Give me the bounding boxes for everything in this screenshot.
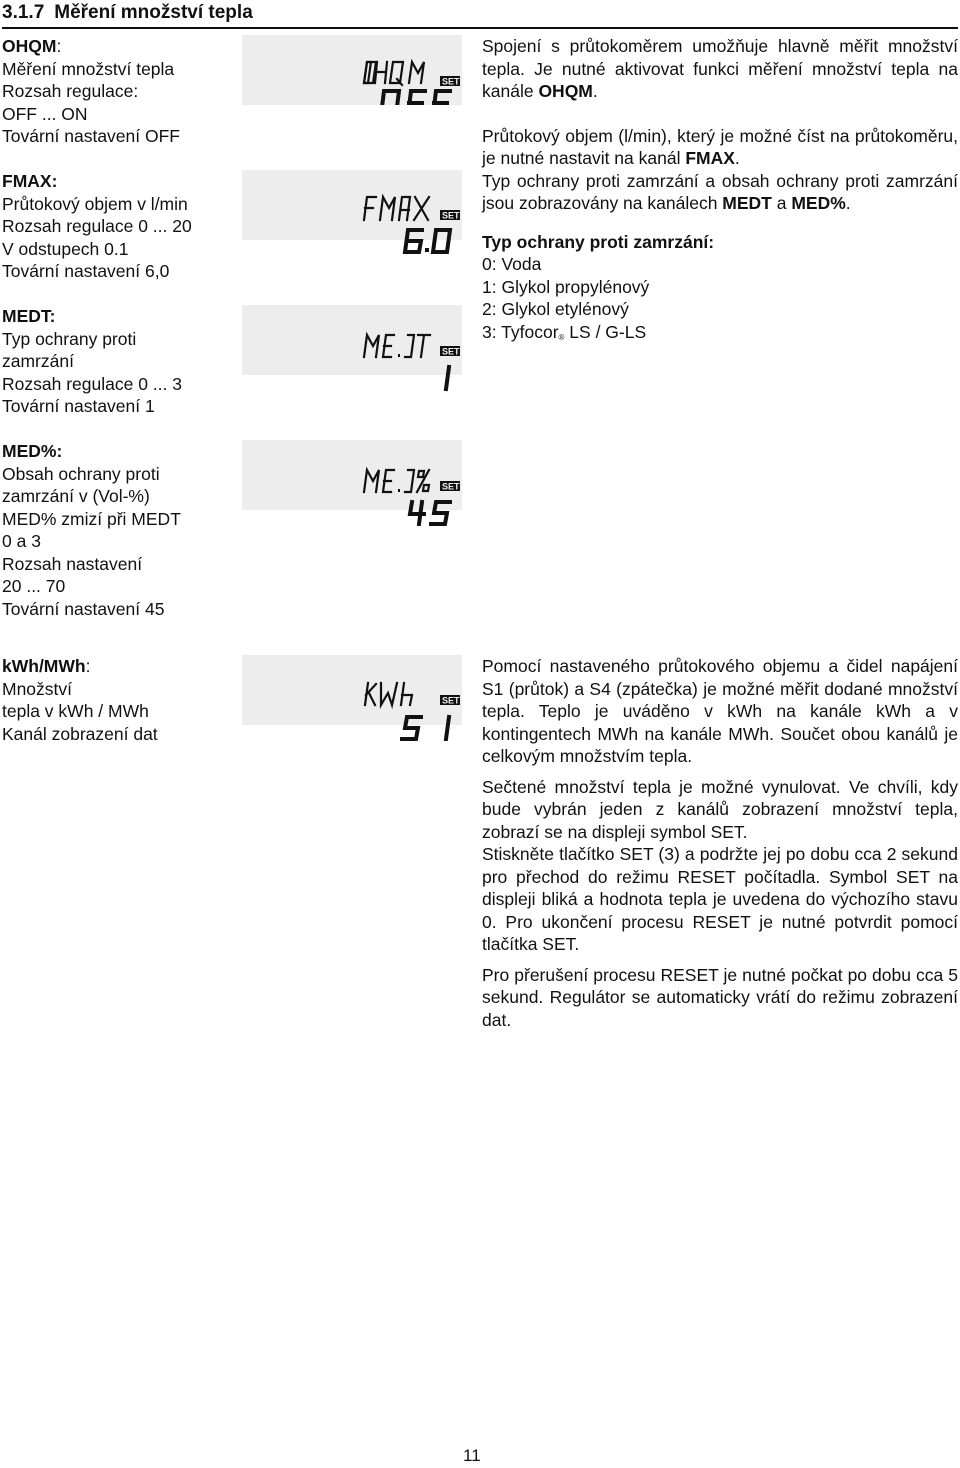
ohqm-line: Tovární nastavení OFF bbox=[2, 126, 180, 146]
fmax-desc-text: Průtokový objem (l/min), který je možné číst na průtokoměru, je nutné nastavit na kanál FMAX. bbox=[482, 125, 958, 168]
ohqm-description bbox=[482, 35, 958, 349]
medpct-params bbox=[2, 440, 232, 620]
page-number: 11 bbox=[463, 1446, 481, 1465]
medt-types bbox=[482, 231, 958, 350]
kwh-params bbox=[2, 655, 232, 745]
medpct-line: 20 ... 70 bbox=[2, 576, 66, 596]
kwh-line: tepla v kWh / MWh bbox=[2, 701, 149, 721]
lcd-display-kwh bbox=[242, 655, 462, 725]
ohqm-line: Měření množství tepla bbox=[2, 58, 175, 79]
medt-key: MEDT: bbox=[2, 306, 56, 326]
section-number: 3.1.7 bbox=[2, 2, 45, 23]
svg-text:SET: SET bbox=[442, 346, 460, 357]
lcd-set-icon bbox=[440, 695, 460, 706]
lcd-value-1 bbox=[446, 367, 449, 389]
lcd-set-icon bbox=[440, 481, 460, 492]
ohqm-desc-text: Spojení s průtokoměrem umožňuje hlavně měřit množství tepla. Je nutné aktivovat funkci měření množství tepla na kanále OHQM. bbox=[482, 36, 958, 101]
section-heading bbox=[2, 0, 958, 29]
medt-type-item: 1: Glykol propylénový bbox=[482, 276, 650, 297]
svg-text:SET: SET bbox=[442, 76, 460, 87]
lcd-set-icon bbox=[440, 76, 460, 87]
fmax-key: FMAX: bbox=[2, 171, 58, 191]
lcd-value-45 bbox=[410, 502, 450, 524]
lcd-set-icon bbox=[440, 346, 460, 357]
medt-params bbox=[2, 305, 232, 418]
ohqm-line: Rozsah regulace: bbox=[2, 81, 139, 101]
lcd-channel-medpct bbox=[364, 470, 429, 492]
kwh-paragraph: Stiskněte tlačítko SET (3) a podržte jej po dobu cca 2 sekund pro přechod do režimu RESET počítadla. Symbol SET na displeji bliká a hodnota tepla je uvedena do výchozího stavu 0. Pro ukončení procesu RESET je nutné potvrdit pomocí tlačítka SET. bbox=[482, 844, 958, 954]
lcd-set-icon bbox=[440, 210, 460, 221]
medpct-line: Obsah ochrany proti bbox=[2, 463, 160, 484]
medt-type-item: 3: Tyfocor® LS / G-LS bbox=[482, 321, 647, 342]
svg-text:SET: SET bbox=[442, 210, 460, 221]
medpct-line: zamrzání v (Vol-%) bbox=[2, 486, 150, 506]
medt-line: Tovární nastavení 1 bbox=[2, 396, 155, 416]
kwh-key: kWh/MWh: bbox=[2, 656, 91, 676]
lcd-channel-kwh bbox=[365, 683, 412, 705]
section-title: Měření množství tepla bbox=[54, 2, 253, 23]
lcd-channel-medt bbox=[364, 335, 430, 357]
medpct-line: Tovární nastavení 45 bbox=[2, 598, 165, 619]
kwh-line: Množství bbox=[2, 678, 73, 699]
medpct-line: MED% zmizí při MEDT bbox=[2, 508, 181, 529]
kwh-paragraph: Pro přerušení procesu RESET je nutné počkat po dobu cca 5 sekund. Regulátor se automaticky vrátí do režimu zobrazení dat. bbox=[482, 964, 958, 1030]
lcd-display-medt bbox=[242, 305, 462, 375]
fmax-line: Průtokový objem v l/min bbox=[2, 193, 188, 214]
ohqm-params bbox=[2, 35, 232, 148]
kwh-paragraph: Sečtené množství tepla je možné vynulovat. Ve chvíli, kdy bude vybrán jeden z kanálů zobrazení množství tepla, zobrazí se na displeji symbol SET. bbox=[482, 776, 958, 842]
fmax-params bbox=[2, 170, 232, 283]
lcd-display-medpct bbox=[242, 440, 462, 510]
medt-line: Typ ochrany proti bbox=[2, 328, 137, 349]
medpct-line: Rozsah nastavení bbox=[2, 553, 143, 574]
svg-text:SET: SET bbox=[442, 695, 460, 706]
kwh-description bbox=[482, 655, 958, 1031]
svg-text:SET: SET bbox=[442, 481, 460, 492]
medt-type-item: 2: Glykol etylénový bbox=[482, 299, 629, 319]
lcd-channel-fmax bbox=[364, 197, 429, 220]
kwh-line: Kanál zobrazení dat bbox=[2, 723, 158, 744]
lcd-display-fmax bbox=[242, 170, 462, 240]
medpct-line: 0 a 3 bbox=[2, 531, 41, 551]
fmax-line: Rozsah regulace 0 ... 20 bbox=[2, 216, 192, 236]
lcd-value-off bbox=[381, 91, 450, 105]
medt-type-item: 0: Voda bbox=[482, 254, 542, 274]
fmax-line: V odstupech 0.1 bbox=[2, 238, 129, 259]
medpct-key: MED%: bbox=[2, 441, 63, 461]
medt-types-title: Typ ochrany proti zamrzání: bbox=[482, 231, 715, 252]
ohqm-line: OFF ... ON bbox=[2, 103, 88, 124]
lcd-channel-ohqm bbox=[364, 62, 424, 85]
lcd-value-6-0 bbox=[405, 230, 450, 252]
medt-line: Rozsah regulace 0 ... 3 bbox=[2, 373, 182, 394]
kwh-paragraph: Pomocí nastaveného průtokového objemu a čidel napájení S1 (průtok) a S4 (zpátečka) je možné měřit dodané množství tepla. Teplo je uváděno v kWh na kanále kWh a v kontingentech MWh na kanále MWh. Součet obou kanálů je celkovým množstvím tepla. bbox=[482, 656, 958, 766]
ohqm-key: OHQM: bbox=[2, 36, 62, 56]
fmax-line: Tovární nastavení 6,0 bbox=[2, 261, 170, 281]
lcd-display-ohqm bbox=[242, 35, 462, 105]
fmax-desc2-text: Typ ochrany proti zamrzání a obsah ochrany proti zamrzání jsou zobrazovány na kanálech MEDT a MED%. bbox=[482, 170, 958, 213]
lcd-value-s1 bbox=[402, 717, 449, 739]
medt-line: zamrzání bbox=[2, 351, 74, 371]
